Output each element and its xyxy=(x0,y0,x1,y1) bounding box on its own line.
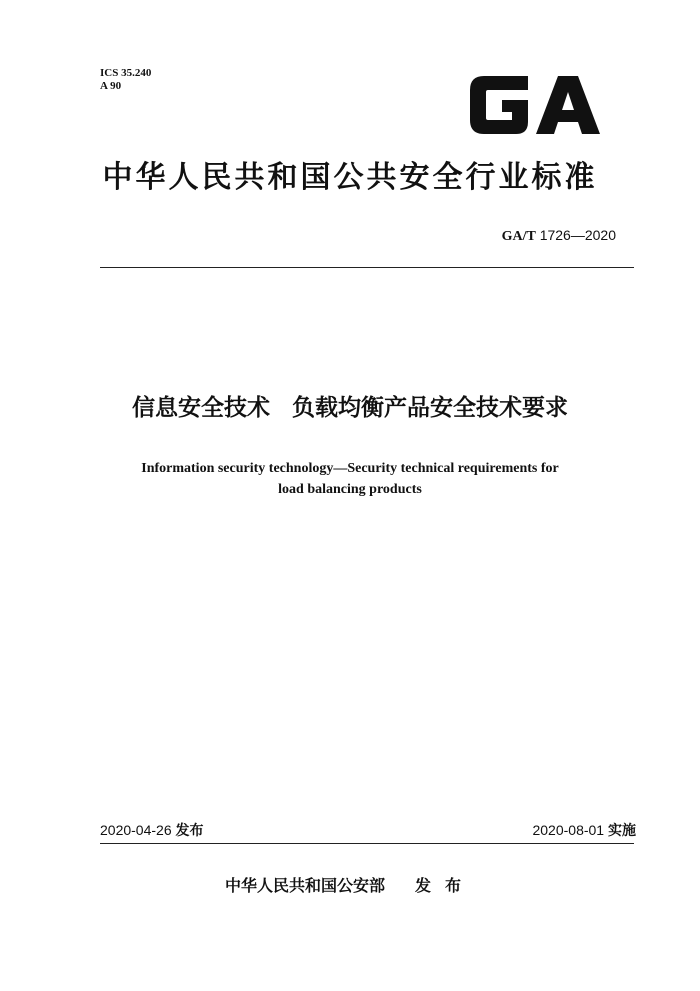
implementation-label: 实施 xyxy=(608,823,636,839)
header-divider xyxy=(100,267,634,268)
document-title-chinese xyxy=(0,392,700,424)
classification-codes xyxy=(100,67,151,93)
publisher-action: 发布 xyxy=(415,876,476,895)
ga-logo-mark xyxy=(466,70,602,140)
publisher xyxy=(0,875,700,897)
ics-code: ICS 35.240 xyxy=(100,67,152,79)
title-cn-part1: 信息安全技术 xyxy=(132,395,270,421)
standard-number-value: 1726—2020 xyxy=(539,227,616,243)
title-en-line1: Information security technology—Security technical requirements for xyxy=(141,461,559,476)
industry-standard-title: 中华人民共和国公共安全行业标准 xyxy=(102,160,598,195)
standard-number xyxy=(502,226,616,246)
ccs-code: A 90 xyxy=(100,80,122,92)
issue-label: 发布 xyxy=(175,823,204,839)
issue-date xyxy=(100,821,204,840)
issue-date-value: 2020-04-26 xyxy=(100,822,172,838)
implementation-date-value: 2020-08-01 xyxy=(532,822,605,838)
document-title-english xyxy=(0,458,700,500)
ga-logo xyxy=(466,70,602,140)
footer-divider xyxy=(100,843,634,844)
title-en-line2: load balancing products xyxy=(278,482,422,497)
title-cn-part2: 负载均衡产品安全技术要求 xyxy=(292,395,568,421)
standard-number-prefix: GA/T xyxy=(501,229,536,244)
implementation-date xyxy=(532,821,636,840)
publisher-name: 中华人民共和国公安部 xyxy=(224,876,385,895)
